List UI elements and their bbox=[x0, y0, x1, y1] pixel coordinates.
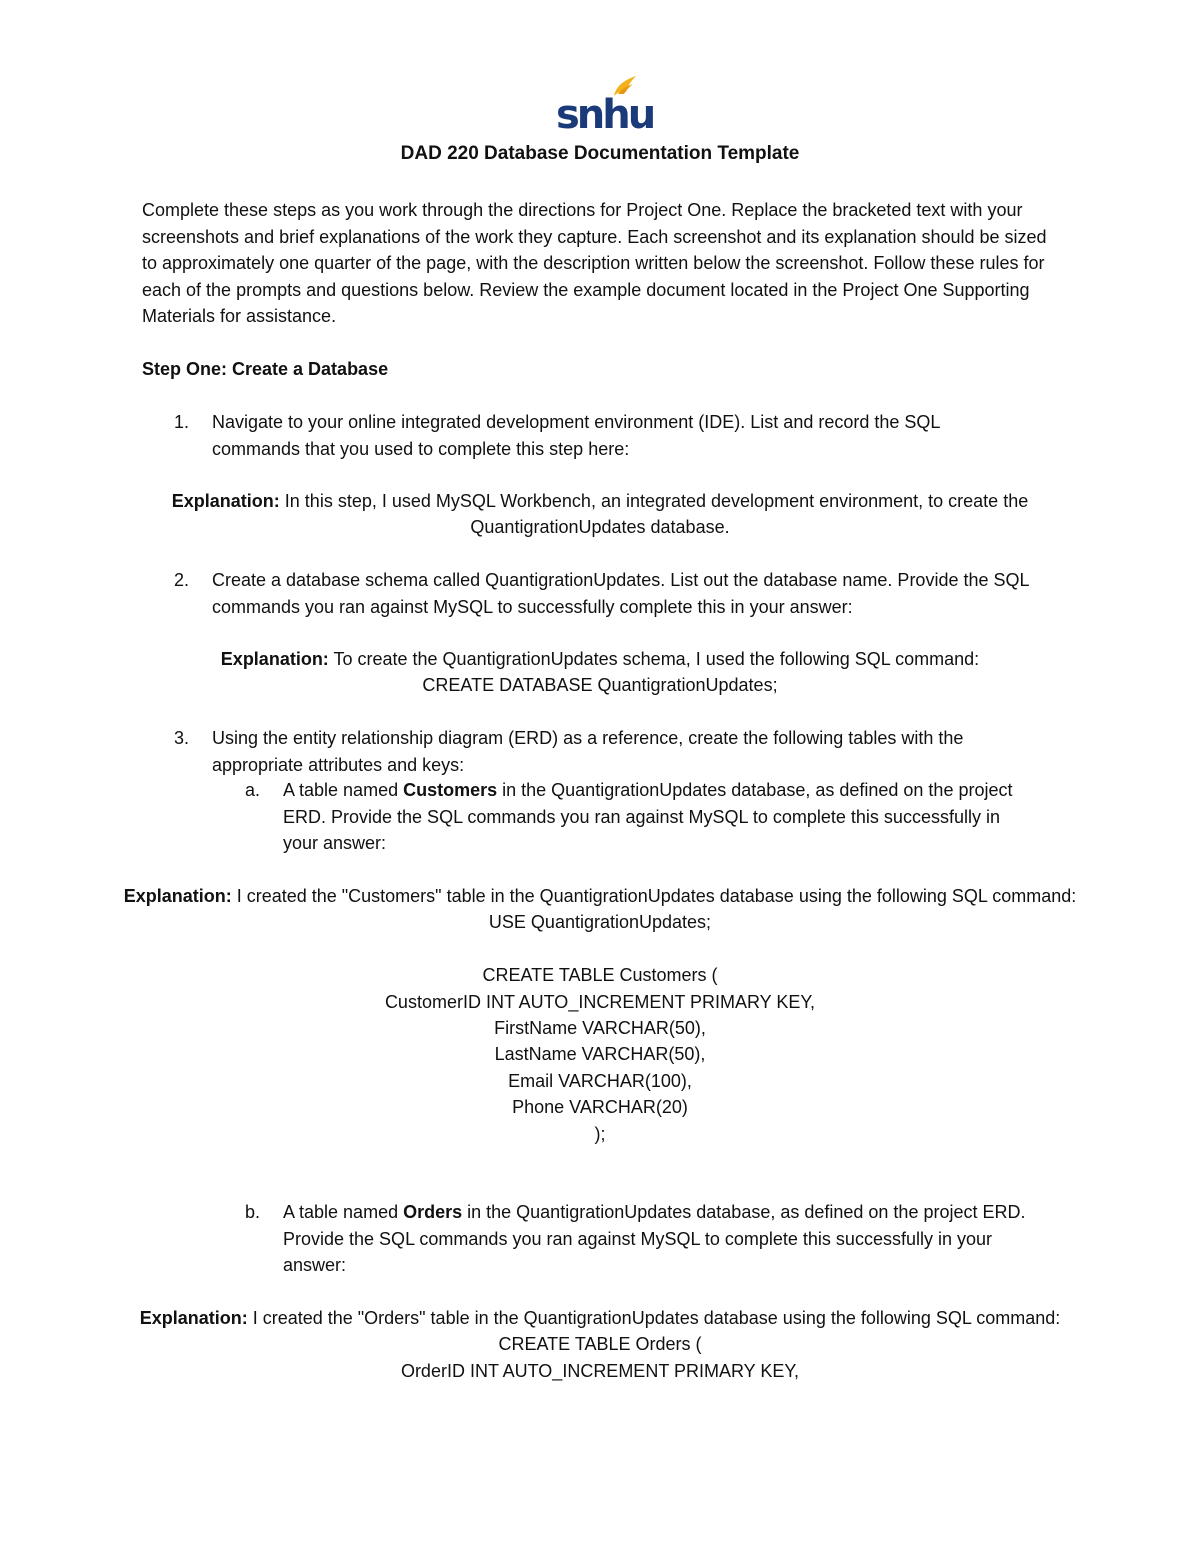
sub-item-prefix: A table named bbox=[283, 780, 404, 800]
explanation-text: I created the "Orders" table in the QuantigrationUpdates database using the following SQL command: bbox=[247, 1308, 1061, 1328]
list-item-text: Using the entity relationship diagram (ERD) as a reference, create the following tables with the appropriate attributes and keys: bbox=[212, 728, 964, 775]
code-line-blank bbox=[120, 936, 1080, 962]
code-line: CustomerID INT AUTO_INCREMENT PRIMARY KEY, bbox=[384, 991, 816, 1012]
sub-item-a bbox=[245, 777, 1018, 857]
list-item-text: Create a database schema called QuantigrationUpdates. List out the database name. Provide the SQL commands you ran against MySQL to successfully complete this in your answer: bbox=[212, 570, 1029, 617]
code-line: USE QuantigrationUpdates; bbox=[488, 912, 712, 933]
snhu-logo bbox=[556, 74, 654, 138]
list-item-1 bbox=[174, 409, 1032, 462]
document-title: DAD 220 Database Documentation Template bbox=[400, 143, 800, 164]
intro-paragraph: Complete these steps as you work through the directions for Project One. Replace the bracketed text with your screenshots and brief explanations of the work they capture. Each screenshot and its explanation should be sized to approximately one quarter of the page, with the description written below the screenshot. Follow these rules for each of the prompts and questions below. Review the example document located in the Project One Supporting Materials for assistance. bbox=[142, 200, 1047, 327]
sub-item-bold: Customers bbox=[403, 780, 498, 800]
code-line: CREATE TABLE Orders ( bbox=[498, 1334, 702, 1355]
code-line: OrderID INT AUTO_INCREMENT PRIMARY KEY, bbox=[400, 1360, 800, 1381]
list-number: 2. bbox=[174, 570, 190, 590]
explanation-2 bbox=[120, 646, 1080, 699]
explanation-text: I created the "Customers" table in the QuantigrationUpdates database using the following SQL command: bbox=[231, 886, 1077, 906]
logo-wordmark: snhu bbox=[556, 92, 654, 138]
code-line: CREATE DATABASE QuantigrationUpdates; bbox=[422, 675, 778, 696]
code-line: LastName VARCHAR(50), bbox=[494, 1044, 706, 1065]
sub-item-suffix: in the QuantigrationUpdates database, as defined on the project ERD. Provide the SQL commands you ran against MySQL to complete this successfully in your answer: bbox=[283, 1202, 1026, 1276]
sub-item-bold: Orders bbox=[403, 1202, 463, 1222]
sub-item-letter: a. bbox=[245, 780, 261, 800]
list-item-2 bbox=[174, 567, 1062, 620]
explanation-text: In this step, I used MySQL Workbench, an integrated development environment, to create the QuantigrationUpdates database. bbox=[279, 491, 1029, 538]
explanation-3a bbox=[120, 883, 1080, 1147]
code-line: Phone VARCHAR(20) bbox=[512, 1097, 688, 1118]
explanation-label: Explanation: bbox=[171, 491, 280, 511]
list-item-3 bbox=[174, 725, 1052, 778]
sub-item-suffix: in the QuantigrationUpdates database, as defined on the project ERD. Provide the SQL commands you ran against MySQL to complete this successfully in your answer: bbox=[283, 780, 1013, 854]
list-item-text: Navigate to your online integrated development environment (IDE). List and record the SQL commands that you used to complete this step here: bbox=[212, 412, 940, 459]
code-line: CREATE TABLE Customers ( bbox=[482, 965, 718, 986]
explanation-label: Explanation: bbox=[139, 1308, 248, 1328]
explanation-label: Explanation: bbox=[123, 886, 232, 906]
step-one-heading: Step One: Create a Database bbox=[142, 359, 389, 379]
explanation-label: Explanation: bbox=[220, 649, 329, 669]
sub-item-b bbox=[245, 1199, 1058, 1279]
explanation-1 bbox=[120, 488, 1080, 541]
sub-item-prefix: A table named bbox=[283, 1202, 404, 1222]
code-line: FirstName VARCHAR(50), bbox=[494, 1018, 706, 1039]
sub-item-letter: b. bbox=[245, 1202, 261, 1222]
explanation-text: To create the QuantigrationUpdates schema, I used the following SQL command: bbox=[328, 649, 980, 669]
code-line: ); bbox=[594, 1123, 606, 1144]
explanation-3b bbox=[120, 1305, 1080, 1384]
list-number: 1. bbox=[174, 412, 190, 432]
code-line: Email VARCHAR(100), bbox=[508, 1070, 692, 1091]
list-number: 3. bbox=[174, 728, 190, 748]
